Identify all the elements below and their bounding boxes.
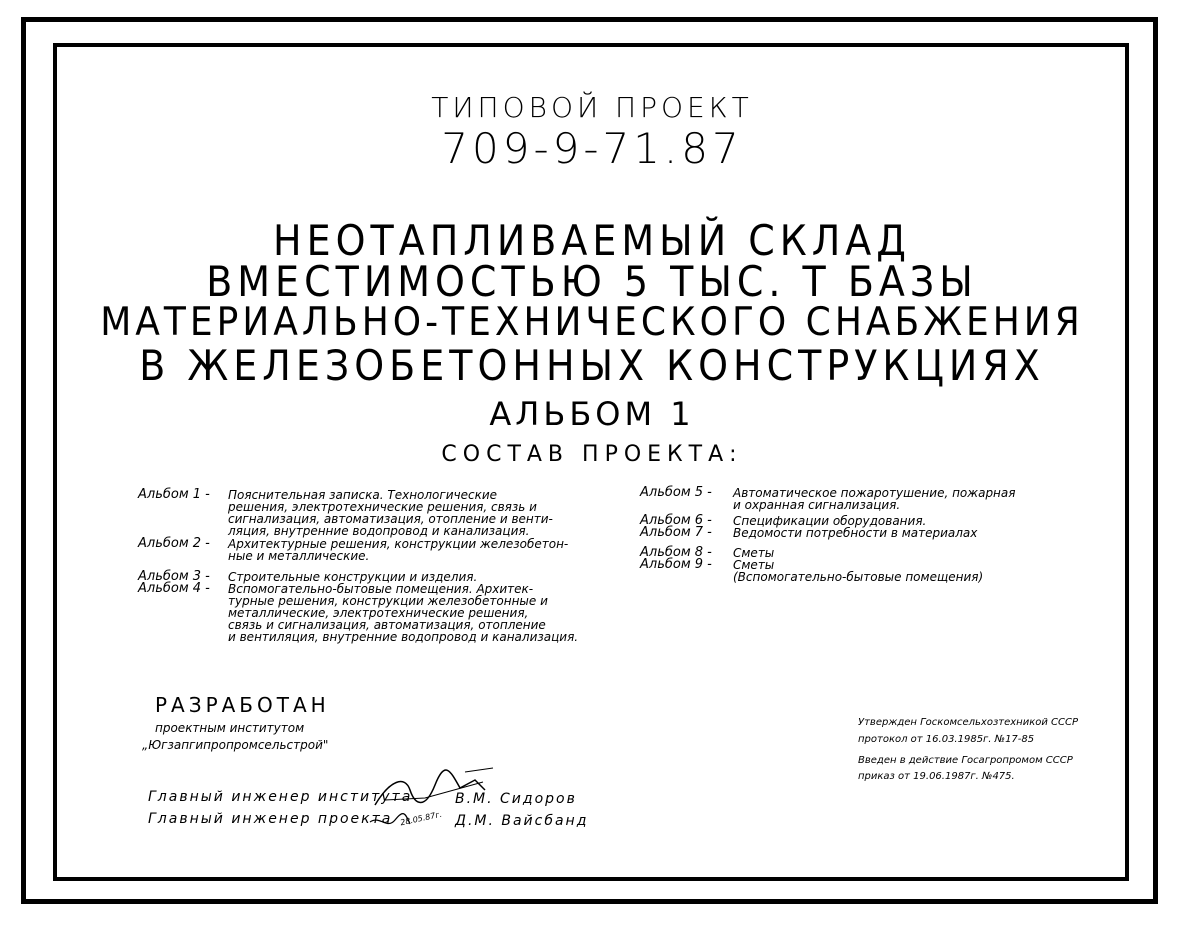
type-label: ТИПОВОЙ ПРОЕКТ [431,91,753,124]
approval-line-3: Введен в действие Госагропромом СССР [858,755,1073,766]
approval-line-4: приказ от 19.06.1987г. №475. [858,771,1015,782]
album-desc-line: Пояснительная записка. Технологические [228,488,497,502]
album-desc-line: связь и сигнализация, автоматизация, отопление [228,618,546,632]
album-number: АЛЬБОМ 1 [489,395,695,433]
album-label: Альбом 8 - [640,545,712,560]
signature-name-1: В.М. Сидоров [455,791,577,807]
album-desc-line: Строительные конструкции и изделия. [228,570,478,584]
album-desc-line: турные решения, конструкции железобетонные и [228,594,548,608]
signature-name-2: Д.М. Вайсбанд [455,813,589,829]
album-desc-line: сигнализация, автоматизация, отопление и венти- [228,512,553,526]
album-desc-line: Вспомогательно-бытовые помещения. Архитек- [228,582,534,596]
album-label: Альбом 5 - [640,485,712,500]
signature-role-1: Главный инженер института [148,789,413,805]
developer-line-1: проектным институтом [155,721,305,735]
album-desc-line: металлические, электротехнические решения, [228,606,529,620]
signature-date: 28.05.87г. [399,809,443,828]
album-label: Альбом 7 - [640,525,712,540]
approval-line-1: Утвержден Госкомсельхозтехникой СССР [858,717,1079,728]
album-desc-line: Сметы [733,558,775,572]
album-desc-line: решения, электротехнические решения, связь и [228,500,537,514]
album-desc-line: и вентиляция, внутренние водопровод и канализация. [228,630,579,644]
album-desc-line: Архитектурные решения, конструкции железобетон- [228,537,569,551]
album-label: Альбом 4 - [138,581,210,596]
album-desc-line: ные и металлические. [228,549,370,563]
album-label: Альбом 6 - [640,513,712,528]
title-line-1: НЕОТАПЛИВАЕМЫЙ СКЛАД [273,216,911,266]
album-desc-line: (Вспомогательно-бытовые помещения) [733,570,984,584]
title-line-2: ВМЕСТИМОСТЬЮ 5 ТЫС. Т БАЗЫ [206,257,978,307]
approval-line-2: протокол от 16.03.1985г. №17-85 [858,734,1035,745]
project-number: 709-9-71.87 [441,124,743,173]
composition-heading: СОСТАВ ПРОЕКТА: [441,442,743,467]
signature-role-2: Главный инженер проекта [148,811,393,827]
album-desc-line: Автоматическое пожаротушение, пожарная [733,486,1016,500]
title-line-3: МАТЕРИАЛЬНО-ТЕХНИЧЕСКОГО СНАБЖЕНИЯ [100,299,1084,345]
album-desc-line: ляция, внутренние водопровод и канализация. [228,524,530,538]
album-desc-line: и охранная сигнализация. [733,498,901,512]
developer-institute: „Югзапгипропромсельстрой" [142,738,329,752]
album-label: Альбом 1 - [138,487,210,502]
title-line-4: В ЖЕЛЕЗОБЕТОННЫХ КОНСТРУКЦИЯХ [139,341,1045,391]
album-label: Альбом 3 - [138,569,210,584]
handwritten-signature [365,760,505,840]
album-label: Альбом 2 - [138,536,210,551]
album-desc-line: Ведомости потребности в материалах [733,526,978,540]
album-desc-line: Сметы [733,546,775,560]
album-desc-line: Спецификации оборудования. [733,514,927,528]
album-label: Альбом 9 - [640,557,712,572]
developer-heading: РАЗРАБОТАН [155,693,330,717]
